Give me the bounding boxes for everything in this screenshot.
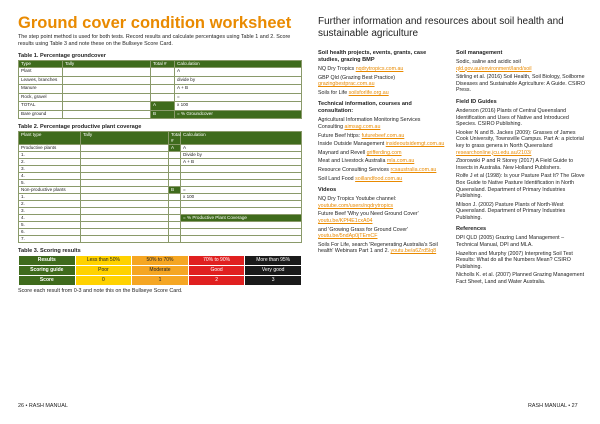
resource-text: Maynard and Revell [318, 149, 366, 156]
resource-item [456, 74, 586, 94]
table-row [19, 276, 302, 286]
resource-text: Soils For Life, search 'Regenerating Australia's Soil health' Webinars Part 1 and 2. [318, 241, 438, 255]
resource-text: DPI QLD (2005) Grazing Land Management – Technical Manual, DPI and MLA. [456, 235, 565, 249]
score-cell: 0 [75, 276, 132, 286]
type-cell: Rock, gravel [19, 93, 63, 102]
tally-cell [63, 68, 151, 77]
resource-link[interactable]: youtube.com/users/nqdrytropics [318, 202, 394, 209]
calc-cell: divide by [175, 76, 302, 85]
calc-cell [181, 236, 302, 243]
table-row [19, 208, 302, 215]
tally-cell [63, 110, 151, 119]
resource-link[interactable]: qld.gov.au/environment/land/soil [456, 65, 532, 72]
resource-item [456, 108, 586, 128]
resource-item [318, 242, 446, 255]
resource-text: Rolfe J et al (1998): Is your Pasture Past It? The Glove Box Guide to Native Pasture Identification in North Queensland. Department of Primary Industries Publishing. [456, 173, 585, 200]
table1-caption: Table 1. Percentage groundcover [18, 53, 106, 59]
calc-cell: = [175, 93, 302, 102]
total-cell [169, 166, 181, 173]
table-row [19, 152, 302, 159]
tally-cell [81, 201, 169, 208]
resource-text: Resource Consulting Services [318, 166, 389, 173]
score-cell: More than 95% [245, 256, 302, 266]
total-cell [169, 180, 181, 187]
worksheet-intro: The step point method is used for both tests. Record results and calculate percentages using Table 1 and 2. Score results using Table 3 and note these on the Bullseye Score Card. [18, 34, 291, 47]
score-cell: Results [19, 256, 76, 266]
resource-item [318, 66, 446, 73]
tally-cell [81, 229, 169, 236]
calc-cell [181, 173, 302, 180]
resource-link[interactable]: nqdrytropics.com.au [355, 66, 404, 72]
plant-item-cell: 3. [19, 208, 81, 215]
resource-item [318, 211, 446, 224]
resource-item [318, 150, 446, 157]
tally-cell [81, 236, 169, 243]
table-row [19, 110, 302, 119]
resource-link[interactable]: youtu.be/a6Zrd5lq8 [390, 248, 437, 255]
resource-text: GBP Qld (Grazing Best Practice) [318, 74, 396, 81]
score-cell: Less than 50% [75, 256, 132, 266]
table-row [19, 145, 302, 152]
resource-link[interactable]: mla.com.au [386, 158, 415, 165]
resource-item [318, 141, 446, 148]
calc-cell: A [175, 68, 302, 77]
total-cell [169, 229, 181, 236]
calc-cell: = % Productive Plant Coverage [181, 215, 302, 222]
calc-cell [181, 166, 302, 173]
resource-text: Stirling et al. (2016) Soil Health, Soil Biology, Soilborne Diseases and Sustainable Agriculture: A Guide. CSIRO Press. [456, 74, 585, 94]
total-cell [151, 68, 175, 77]
plant-item-cell: 5. [19, 180, 81, 187]
resource-text: Soils for Life [318, 89, 348, 96]
resource-text: Future Beef 'Why you Need Ground Cover' [318, 211, 419, 218]
total-cell [151, 93, 175, 102]
resource-item [318, 196, 446, 209]
plant-type-cell: Non-productive plants [19, 187, 81, 194]
total-cell [169, 173, 181, 180]
total-cell [169, 208, 181, 215]
resource-item [456, 130, 586, 156]
resource-item [456, 272, 586, 285]
resource-item [456, 202, 586, 222]
resource-item [456, 158, 586, 171]
total-cell [169, 194, 181, 201]
total-cell: A [151, 102, 175, 111]
resource-text: Future Beef https: [318, 132, 361, 139]
table-row [19, 68, 302, 77]
table-row [19, 102, 302, 111]
resource-link[interactable]: grazingbestprac.com.au [318, 81, 375, 88]
score-cell: Very good [245, 266, 302, 276]
score-cell: Poor [75, 266, 132, 276]
section-heading: Soil health projects, events, grants, case studies, grazing BMP [318, 50, 427, 63]
table3-caption: Table 3. Scoring results [18, 248, 81, 254]
table-header: Tally [81, 132, 169, 145]
resources-column-right [456, 45, 586, 286]
resource-item [456, 251, 586, 271]
resource-link[interactable]: soillandfood.com.au [355, 175, 403, 182]
table-row [19, 215, 302, 222]
resource-link[interactable]: youtu.be/KPf4E1cxA04 [318, 217, 373, 224]
resource-text: Nicholls K. et al. (2007) Planned Grazing Management Fact Sheet, Land and Water Australia. [456, 272, 585, 286]
table-row [19, 266, 302, 276]
table-row [19, 201, 302, 208]
plant-item-cell: 1. [19, 152, 81, 159]
table2-caption: Table 2. Percentage productive plant coverage [18, 124, 142, 130]
plant-item-cell: 4. [19, 173, 81, 180]
calc-cell: x 100 [181, 194, 302, 201]
score-cell: 1 [132, 276, 189, 286]
score-cell: Score [19, 276, 76, 286]
table-row [19, 159, 302, 166]
groundcover-table [18, 60, 302, 119]
resource-text: Inside Outside Management [318, 141, 385, 148]
section-heading: Videos [318, 187, 337, 194]
total-cell [169, 236, 181, 243]
total-cell: A [169, 145, 181, 152]
plant-item-cell: 3. [19, 166, 81, 173]
resource-item [318, 90, 446, 97]
resource-text: Milson J. (2002) Pasture Plants of North-West Queensland. Department of Primary Industries Publishing. [456, 201, 566, 221]
total-cell [151, 76, 175, 85]
score-cell: Moderate [132, 266, 189, 276]
tally-cell [81, 194, 169, 201]
table-row [19, 194, 302, 201]
resource-item [456, 59, 586, 72]
tally-cell [63, 85, 151, 94]
table-row [19, 180, 302, 187]
table-row [19, 222, 302, 229]
table-row [19, 236, 302, 243]
score-cell: 50% to 70% [132, 256, 189, 266]
section-heading: References [456, 226, 487, 233]
table-row [19, 76, 302, 85]
table-row [19, 173, 302, 180]
resource-item [318, 75, 446, 88]
resource-text: Zborowski P and R Storey (2017) A Field Guide to Insects in Australia. New Holland Publishers. [456, 158, 574, 171]
table-header: Calculation [175, 61, 302, 68]
resource-text: Soil Land Food [318, 175, 354, 182]
tally-cell [81, 145, 169, 152]
resource-text: NQ Dry Tropics Youtube channel: [318, 196, 397, 203]
type-cell: Leaves, branches [19, 76, 63, 85]
resource-text: Agricultural Information Monitoring Services Consulting [318, 117, 421, 130]
calc-cell [181, 208, 302, 215]
resource-text: NQ Dry Tropics [318, 66, 355, 72]
resource-text: Anderson (2016) Plants of Central Queensland Identification and Uses of Native and Introduced Species. CSIRO Publishing. [456, 107, 569, 128]
resource-item [318, 133, 446, 140]
table-header: Total # [169, 132, 181, 145]
resource-item [318, 158, 446, 165]
calc-cell: A + B [175, 85, 302, 94]
type-cell: TOTAL [19, 102, 63, 111]
tally-cell [63, 93, 151, 102]
table-row [19, 93, 302, 102]
resource-item [318, 117, 446, 130]
tally-cell [63, 102, 151, 111]
section-heading: Soil management [456, 50, 503, 56]
calc-cell: A [181, 145, 302, 152]
plant-item-cell: 6. [19, 229, 81, 236]
resources-column-left [318, 45, 446, 255]
tally-cell [81, 222, 169, 229]
tally-cell [81, 173, 169, 180]
tally-cell [81, 187, 169, 194]
tally-cell [81, 215, 169, 222]
calc-cell: = % Groundcover [175, 110, 302, 119]
resource-link[interactable]: insideoutsidemgt.com.au [385, 141, 445, 148]
resource-text: Meat and Livestock Australia [318, 158, 386, 165]
plant-item-cell: 2. [19, 159, 81, 166]
table-row [19, 187, 302, 194]
calc-cell: Divide by [181, 152, 302, 159]
table-header: Total # [151, 61, 175, 68]
resource-link[interactable]: soilsforlife.org.au [348, 89, 389, 96]
resource-item [456, 173, 586, 199]
calc-cell: A + B [181, 159, 302, 166]
total-cell: B [169, 187, 181, 194]
tally-cell [63, 76, 151, 85]
resource-link[interactable]: rcsaustralia.com.au [390, 166, 437, 173]
type-cell: Bare ground [19, 110, 63, 119]
resource-text: Sodic, saline and acidic soil [456, 59, 521, 65]
table-row [19, 166, 302, 173]
calc-cell [181, 201, 302, 208]
resource-item [318, 176, 446, 183]
score-cell: Good [188, 266, 245, 276]
score-cell: Scoring guide [19, 266, 76, 276]
tally-cell [81, 208, 169, 215]
resource-text: and 'Growing Grass for Ground Cover' [318, 226, 409, 233]
section-heading: Technical information, courses and consultation: [318, 101, 412, 115]
tally-cell [81, 180, 169, 187]
tally-cell [81, 159, 169, 166]
total-cell [169, 201, 181, 208]
resource-item [318, 167, 446, 174]
plant-item-cell: 5. [19, 222, 81, 229]
plant-item-cell: 2. [19, 201, 81, 208]
score-cell: 70% to 90% [188, 256, 245, 266]
type-cell: Manure [19, 85, 63, 94]
tally-cell [81, 166, 169, 173]
resource-item [456, 235, 586, 248]
plant-type-cell: Productive plants [19, 145, 81, 152]
resource-link[interactable]: researchonline.jcu.edu.au/2103/ [456, 149, 532, 156]
total-cell [151, 85, 175, 94]
score-cell: 2 [188, 276, 245, 286]
total-cell: B [151, 110, 175, 119]
table-header: Plant type [19, 132, 81, 145]
table-row [19, 256, 302, 266]
score-cell: 3 [245, 276, 302, 286]
type-cell: Plant [19, 68, 63, 77]
page-number-left: 26 • RASH MANUAL [18, 403, 68, 409]
resource-text: Hazelton and Murphy (2007) Interpreting Soil Test Results: What do all the Numbers Mean? CSIRO Publishing. [456, 250, 573, 270]
resource-link[interactable]: futurebeef.com.au [361, 132, 405, 139]
resource-item [318, 227, 446, 240]
resource-link[interactable]: youtu.be/5ndAp0jTEmCF [318, 233, 378, 240]
resource-link[interactable]: aimsag.com.au [344, 123, 381, 130]
resource-text: Hooker N and B. Jackes (2009): Grasses of James Cook University, Townsville Campus. Part A: a pictorial key to grass genera in North Queensland [456, 129, 584, 149]
calc-cell [181, 229, 302, 236]
total-cell [169, 215, 181, 222]
productive-plant-table [18, 131, 302, 243]
page-number-right: RASH MANUAL • 27 [528, 403, 578, 409]
table-row [19, 85, 302, 94]
worksheet-section [18, 14, 302, 294]
table-row [19, 229, 302, 236]
tally-cell [81, 152, 169, 159]
calc-cell [181, 222, 302, 229]
table-header: Calculation [181, 132, 302, 145]
scoring-note: Score each result from 0-3 and note this on the Bullseye Score Card. [18, 288, 183, 294]
calc-cell: x 100 [175, 102, 302, 111]
total-cell [169, 152, 181, 159]
table-header: Type [19, 61, 63, 68]
scoring-table [18, 255, 302, 286]
table-header: Tally [63, 61, 151, 68]
plant-item-cell: 4. [19, 215, 81, 222]
total-cell [169, 159, 181, 166]
resources-title: Further information and resources about soil health and sustainable agriculture [318, 16, 564, 39]
resource-link[interactable]: grifferding.com [366, 149, 402, 156]
plant-item-cell: 1. [19, 194, 81, 201]
calc-cell: = [181, 187, 302, 194]
worksheet-title: Ground cover condition worksheet [18, 14, 292, 32]
plant-item-cell: 7. [19, 236, 81, 243]
total-cell [169, 222, 181, 229]
calc-cell [181, 180, 302, 187]
section-heading: Field ID Guides [456, 98, 497, 105]
resources-section [318, 16, 586, 286]
